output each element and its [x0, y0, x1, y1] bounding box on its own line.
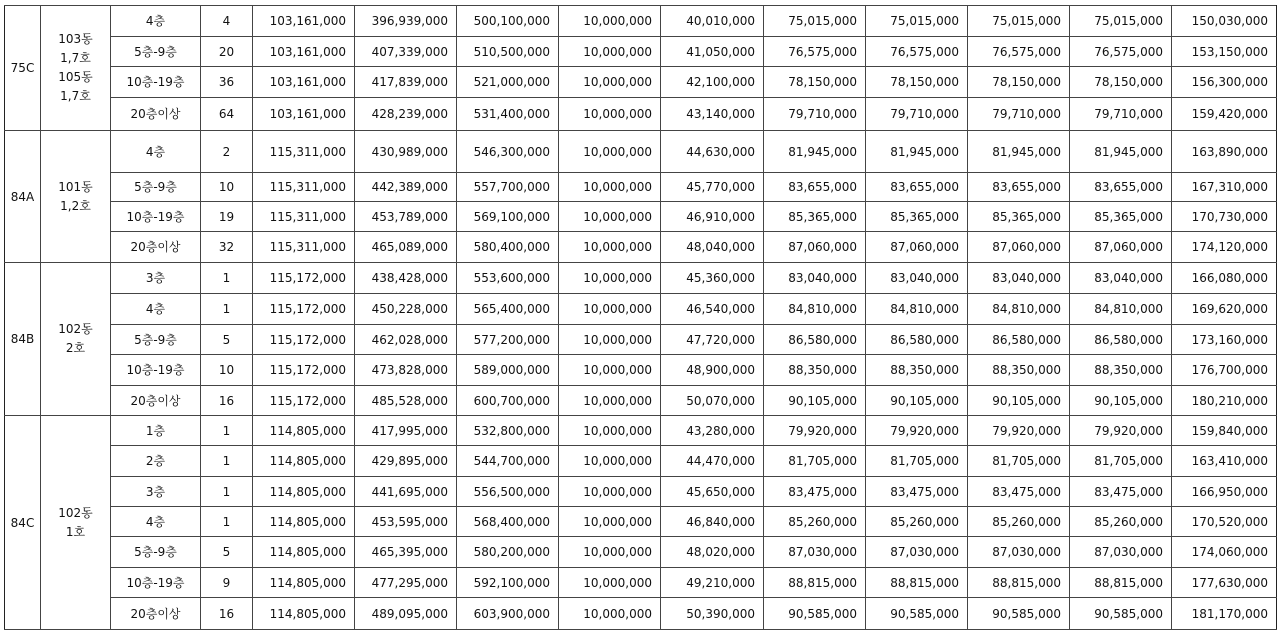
payment-4-cell: 88,350,000 [968, 355, 1070, 386]
table-body [5, 6, 1277, 630]
balance-cell: 177,630,000 [1172, 568, 1277, 598]
floor-cell: 2층 [111, 446, 201, 477]
table-row [5, 598, 1277, 630]
land-price-cell: 103,161,000 [253, 98, 355, 131]
payment-4-cell: 90,585,000 [968, 598, 1070, 630]
land-price-cell: 114,805,000 [253, 507, 355, 537]
payment-4-cell: 85,365,000 [968, 202, 1070, 232]
contract-payment-cell: 10,000,000 [559, 477, 661, 507]
table-row [5, 355, 1277, 386]
payment-4-cell: 90,105,000 [968, 386, 1070, 416]
payment-5-cell: 85,260,000 [1070, 507, 1172, 537]
payment-3-cell: 87,030,000 [866, 537, 968, 568]
payment-2-cell: 83,475,000 [764, 477, 866, 507]
payment-2-cell: 86,580,000 [764, 325, 866, 355]
total-price-cell: 557,700,000 [457, 173, 559, 202]
table-row [5, 37, 1277, 67]
units-cell: 1 [201, 294, 253, 325]
table-row [5, 386, 1277, 416]
payment-5-cell: 76,575,000 [1070, 37, 1172, 67]
table-row [5, 477, 1277, 507]
payment-3-cell: 86,580,000 [866, 325, 968, 355]
contract-payment-cell: 10,000,000 [559, 6, 661, 37]
contract-payment-cell: 10,000,000 [559, 325, 661, 355]
floor-cell: 10층-19층 [111, 202, 201, 232]
floor-cell: 4층 [111, 131, 201, 173]
land-price-cell: 115,311,000 [253, 173, 355, 202]
payment-3-cell: 75,015,000 [866, 6, 968, 37]
units-cell: 2 [201, 131, 253, 173]
payment-4-cell: 75,015,000 [968, 6, 1070, 37]
payment-4-cell: 87,060,000 [968, 232, 1070, 263]
table-row [5, 568, 1277, 598]
land-price-cell: 114,805,000 [253, 598, 355, 630]
payment-2-cell: 88,350,000 [764, 355, 866, 386]
payment-5-cell: 78,150,000 [1070, 67, 1172, 98]
units-cell: 16 [201, 386, 253, 416]
payment-1-cell: 46,910,000 [661, 202, 764, 232]
payment-2-cell: 85,365,000 [764, 202, 866, 232]
payment-4-cell: 81,705,000 [968, 446, 1070, 477]
units-cell: 10 [201, 355, 253, 386]
building-price-cell: 441,695,000 [355, 477, 457, 507]
building-price-cell: 430,989,000 [355, 131, 457, 173]
floor-cell: 10층-19층 [111, 67, 201, 98]
balance-cell: 170,520,000 [1172, 507, 1277, 537]
payment-3-cell: 88,815,000 [866, 568, 968, 598]
payment-2-cell: 81,945,000 [764, 131, 866, 173]
table-row [5, 416, 1277, 446]
payment-2-cell: 84,810,000 [764, 294, 866, 325]
table-row [5, 173, 1277, 202]
payment-5-cell: 81,945,000 [1070, 131, 1172, 173]
floor-cell: 20층이상 [111, 386, 201, 416]
table-row [5, 294, 1277, 325]
building-unit-cell: 102동 1호 [41, 416, 111, 630]
building-price-cell: 438,428,000 [355, 263, 457, 294]
balance-cell: 150,030,000 [1172, 6, 1277, 37]
contract-payment-cell: 10,000,000 [559, 98, 661, 131]
land-price-cell: 115,172,000 [253, 263, 355, 294]
balance-cell: 173,160,000 [1172, 325, 1277, 355]
payment-3-cell: 87,060,000 [866, 232, 968, 263]
floor-cell: 10층-19층 [111, 355, 201, 386]
units-cell: 1 [201, 263, 253, 294]
contract-payment-cell: 10,000,000 [559, 355, 661, 386]
table-row [5, 67, 1277, 98]
building-price-cell: 442,389,000 [355, 173, 457, 202]
payment-2-cell: 78,150,000 [764, 67, 866, 98]
building-price-cell: 462,028,000 [355, 325, 457, 355]
land-price-cell: 115,172,000 [253, 355, 355, 386]
total-price-cell: 532,800,000 [457, 416, 559, 446]
contract-payment-cell: 10,000,000 [559, 263, 661, 294]
payment-4-cell: 86,580,000 [968, 325, 1070, 355]
balance-cell: 181,170,000 [1172, 598, 1277, 630]
table-row [5, 537, 1277, 568]
building-price-cell: 428,239,000 [355, 98, 457, 131]
units-cell: 4 [201, 6, 253, 37]
table-row [5, 6, 1277, 37]
contract-payment-cell: 10,000,000 [559, 507, 661, 537]
units-cell: 64 [201, 98, 253, 131]
balance-cell: 159,420,000 [1172, 98, 1277, 131]
total-price-cell: 500,100,000 [457, 6, 559, 37]
payment-4-cell: 83,655,000 [968, 173, 1070, 202]
contract-payment-cell: 10,000,000 [559, 416, 661, 446]
payment-1-cell: 45,650,000 [661, 477, 764, 507]
land-price-cell: 115,311,000 [253, 202, 355, 232]
floor-cell: 20층이상 [111, 232, 201, 263]
balance-cell: 176,700,000 [1172, 355, 1277, 386]
unit-type-cell: 84B [5, 263, 41, 416]
payment-5-cell: 88,815,000 [1070, 568, 1172, 598]
total-price-cell: 568,400,000 [457, 507, 559, 537]
payment-4-cell: 88,815,000 [968, 568, 1070, 598]
payment-4-cell: 78,150,000 [968, 67, 1070, 98]
payment-3-cell: 76,575,000 [866, 37, 968, 67]
contract-payment-cell: 10,000,000 [559, 598, 661, 630]
payment-3-cell: 81,705,000 [866, 446, 968, 477]
payment-1-cell: 46,840,000 [661, 507, 764, 537]
units-cell: 36 [201, 67, 253, 98]
total-price-cell: 546,300,000 [457, 131, 559, 173]
payment-2-cell: 90,105,000 [764, 386, 866, 416]
contract-payment-cell: 10,000,000 [559, 232, 661, 263]
balance-cell: 174,060,000 [1172, 537, 1277, 568]
building-price-cell: 429,895,000 [355, 446, 457, 477]
payment-4-cell: 79,920,000 [968, 416, 1070, 446]
balance-cell: 167,310,000 [1172, 173, 1277, 202]
payment-1-cell: 48,900,000 [661, 355, 764, 386]
units-cell: 32 [201, 232, 253, 263]
payment-1-cell: 50,070,000 [661, 386, 764, 416]
total-price-cell: 521,000,000 [457, 67, 559, 98]
payment-3-cell: 83,655,000 [866, 173, 968, 202]
payment-1-cell: 49,210,000 [661, 568, 764, 598]
contract-payment-cell: 10,000,000 [559, 37, 661, 67]
payment-2-cell: 90,585,000 [764, 598, 866, 630]
floor-cell: 1층 [111, 416, 201, 446]
total-price-cell: 565,400,000 [457, 294, 559, 325]
unit-type-cell: 75C [5, 6, 41, 131]
building-unit-cell: 102동 2호 [41, 263, 111, 416]
units-cell: 1 [201, 416, 253, 446]
balance-cell: 180,210,000 [1172, 386, 1277, 416]
total-price-cell: 580,400,000 [457, 232, 559, 263]
building-price-cell: 396,939,000 [355, 6, 457, 37]
units-cell: 1 [201, 507, 253, 537]
unit-type-cell: 84C [5, 416, 41, 630]
total-price-cell: 569,100,000 [457, 202, 559, 232]
units-cell: 10 [201, 173, 253, 202]
balance-cell: 163,410,000 [1172, 446, 1277, 477]
building-price-cell: 465,395,000 [355, 537, 457, 568]
payment-2-cell: 83,655,000 [764, 173, 866, 202]
total-price-cell: 544,700,000 [457, 446, 559, 477]
payment-1-cell: 45,770,000 [661, 173, 764, 202]
land-price-cell: 114,805,000 [253, 568, 355, 598]
building-price-cell: 450,228,000 [355, 294, 457, 325]
land-price-cell: 115,311,000 [253, 131, 355, 173]
building-unit-cell: 103동 1,7호 105동 1,7호 [41, 6, 111, 131]
payment-1-cell: 40,010,000 [661, 6, 764, 37]
table-row [5, 507, 1277, 537]
payment-1-cell: 48,020,000 [661, 537, 764, 568]
payment-4-cell: 84,810,000 [968, 294, 1070, 325]
payment-4-cell: 81,945,000 [968, 131, 1070, 173]
payment-1-cell: 47,720,000 [661, 325, 764, 355]
payment-1-cell: 41,050,000 [661, 37, 764, 67]
land-price-cell: 114,805,000 [253, 446, 355, 477]
payment-5-cell: 79,710,000 [1070, 98, 1172, 131]
table-row [5, 446, 1277, 477]
units-cell: 19 [201, 202, 253, 232]
building-price-cell: 465,089,000 [355, 232, 457, 263]
land-price-cell: 115,311,000 [253, 232, 355, 263]
payment-2-cell: 79,920,000 [764, 416, 866, 446]
balance-cell: 166,950,000 [1172, 477, 1277, 507]
building-price-cell: 453,789,000 [355, 202, 457, 232]
payment-2-cell: 81,705,000 [764, 446, 866, 477]
total-price-cell: 589,000,000 [457, 355, 559, 386]
total-price-cell: 603,900,000 [457, 598, 559, 630]
building-price-cell: 473,828,000 [355, 355, 457, 386]
floor-cell: 5층-9층 [111, 173, 201, 202]
payment-3-cell: 79,710,000 [866, 98, 968, 131]
building-price-cell: 417,995,000 [355, 416, 457, 446]
payment-2-cell: 85,260,000 [764, 507, 866, 537]
payment-1-cell: 46,540,000 [661, 294, 764, 325]
units-cell: 5 [201, 537, 253, 568]
balance-cell: 170,730,000 [1172, 202, 1277, 232]
contract-payment-cell: 10,000,000 [559, 537, 661, 568]
land-price-cell: 114,805,000 [253, 537, 355, 568]
building-price-cell: 489,095,000 [355, 598, 457, 630]
payment-5-cell: 90,585,000 [1070, 598, 1172, 630]
payment-3-cell: 79,920,000 [866, 416, 968, 446]
table-row [5, 98, 1277, 131]
contract-payment-cell: 10,000,000 [559, 173, 661, 202]
building-price-cell: 407,339,000 [355, 37, 457, 67]
payment-3-cell: 85,365,000 [866, 202, 968, 232]
total-price-cell: 553,600,000 [457, 263, 559, 294]
land-price-cell: 103,161,000 [253, 37, 355, 67]
payment-5-cell: 79,920,000 [1070, 416, 1172, 446]
payment-3-cell: 88,350,000 [866, 355, 968, 386]
payment-2-cell: 83,040,000 [764, 263, 866, 294]
total-price-cell: 580,200,000 [457, 537, 559, 568]
contract-payment-cell: 10,000,000 [559, 294, 661, 325]
payment-5-cell: 83,655,000 [1070, 173, 1172, 202]
balance-cell: 163,890,000 [1172, 131, 1277, 173]
payment-3-cell: 85,260,000 [866, 507, 968, 537]
building-unit-cell: 101동 1,2호 [41, 131, 111, 263]
floor-cell: 20층이상 [111, 598, 201, 630]
contract-payment-cell: 10,000,000 [559, 386, 661, 416]
payment-4-cell: 83,475,000 [968, 477, 1070, 507]
payment-1-cell: 45,360,000 [661, 263, 764, 294]
table-row [5, 232, 1277, 263]
contract-payment-cell: 10,000,000 [559, 67, 661, 98]
floor-cell: 4층 [111, 507, 201, 537]
floor-cell: 10층-19층 [111, 568, 201, 598]
floor-cell: 5층-9층 [111, 537, 201, 568]
payment-2-cell: 88,815,000 [764, 568, 866, 598]
payment-5-cell: 75,015,000 [1070, 6, 1172, 37]
contract-payment-cell: 10,000,000 [559, 446, 661, 477]
payment-3-cell: 90,585,000 [866, 598, 968, 630]
payment-1-cell: 43,140,000 [661, 98, 764, 131]
land-price-cell: 114,805,000 [253, 416, 355, 446]
land-price-cell: 115,172,000 [253, 386, 355, 416]
floor-cell: 5층-9층 [111, 37, 201, 67]
balance-cell: 153,150,000 [1172, 37, 1277, 67]
payment-1-cell: 48,040,000 [661, 232, 764, 263]
land-price-cell: 114,805,000 [253, 477, 355, 507]
payment-5-cell: 81,705,000 [1070, 446, 1172, 477]
payment-5-cell: 87,060,000 [1070, 232, 1172, 263]
building-price-cell: 417,839,000 [355, 67, 457, 98]
payment-3-cell: 81,945,000 [866, 131, 968, 173]
payment-5-cell: 87,030,000 [1070, 537, 1172, 568]
units-cell: 1 [201, 446, 253, 477]
land-price-cell: 103,161,000 [253, 67, 355, 98]
floor-cell: 4층 [111, 294, 201, 325]
payment-4-cell: 87,030,000 [968, 537, 1070, 568]
table-row [5, 325, 1277, 355]
payment-5-cell: 90,105,000 [1070, 386, 1172, 416]
floor-cell: 5층-9층 [111, 325, 201, 355]
payment-1-cell: 44,470,000 [661, 446, 764, 477]
land-price-cell: 103,161,000 [253, 6, 355, 37]
payment-3-cell: 83,040,000 [866, 263, 968, 294]
payment-5-cell: 83,475,000 [1070, 477, 1172, 507]
balance-cell: 166,080,000 [1172, 263, 1277, 294]
unit-type-cell: 84A [5, 131, 41, 263]
land-price-cell: 115,172,000 [253, 294, 355, 325]
total-price-cell: 577,200,000 [457, 325, 559, 355]
contract-payment-cell: 10,000,000 [559, 131, 661, 173]
price-table [4, 5, 1277, 630]
units-cell: 5 [201, 325, 253, 355]
payment-1-cell: 43,280,000 [661, 416, 764, 446]
table-row [5, 263, 1277, 294]
payment-2-cell: 79,710,000 [764, 98, 866, 131]
units-cell: 1 [201, 477, 253, 507]
units-cell: 20 [201, 37, 253, 67]
balance-cell: 169,620,000 [1172, 294, 1277, 325]
floor-cell: 4층 [111, 6, 201, 37]
total-price-cell: 556,500,000 [457, 477, 559, 507]
payment-2-cell: 87,030,000 [764, 537, 866, 568]
balance-cell: 156,300,000 [1172, 67, 1277, 98]
payment-1-cell: 44,630,000 [661, 131, 764, 173]
total-price-cell: 531,400,000 [457, 98, 559, 131]
table-row [5, 202, 1277, 232]
payment-2-cell: 75,015,000 [764, 6, 866, 37]
payment-3-cell: 83,475,000 [866, 477, 968, 507]
payment-1-cell: 50,390,000 [661, 598, 764, 630]
units-cell: 16 [201, 598, 253, 630]
building-price-cell: 477,295,000 [355, 568, 457, 598]
total-price-cell: 510,500,000 [457, 37, 559, 67]
payment-2-cell: 87,060,000 [764, 232, 866, 263]
payment-5-cell: 85,365,000 [1070, 202, 1172, 232]
balance-cell: 159,840,000 [1172, 416, 1277, 446]
balance-cell: 174,120,000 [1172, 232, 1277, 263]
contract-payment-cell: 10,000,000 [559, 202, 661, 232]
contract-payment-cell: 10,000,000 [559, 568, 661, 598]
payment-4-cell: 83,040,000 [968, 263, 1070, 294]
total-price-cell: 592,100,000 [457, 568, 559, 598]
payment-5-cell: 86,580,000 [1070, 325, 1172, 355]
units-cell: 9 [201, 568, 253, 598]
payment-2-cell: 76,575,000 [764, 37, 866, 67]
building-price-cell: 485,528,000 [355, 386, 457, 416]
payment-4-cell: 85,260,000 [968, 507, 1070, 537]
payment-5-cell: 84,810,000 [1070, 294, 1172, 325]
floor-cell: 3층 [111, 477, 201, 507]
payment-3-cell: 78,150,000 [866, 67, 968, 98]
land-price-cell: 115,172,000 [253, 325, 355, 355]
payment-4-cell: 79,710,000 [968, 98, 1070, 131]
payment-3-cell: 84,810,000 [866, 294, 968, 325]
payment-1-cell: 42,100,000 [661, 67, 764, 98]
payment-5-cell: 83,040,000 [1070, 263, 1172, 294]
building-price-cell: 453,595,000 [355, 507, 457, 537]
table-row [5, 131, 1277, 173]
payment-4-cell: 76,575,000 [968, 37, 1070, 67]
payment-5-cell: 88,350,000 [1070, 355, 1172, 386]
total-price-cell: 600,700,000 [457, 386, 559, 416]
floor-cell: 3층 [111, 263, 201, 294]
floor-cell: 20층이상 [111, 98, 201, 131]
payment-3-cell: 90,105,000 [866, 386, 968, 416]
